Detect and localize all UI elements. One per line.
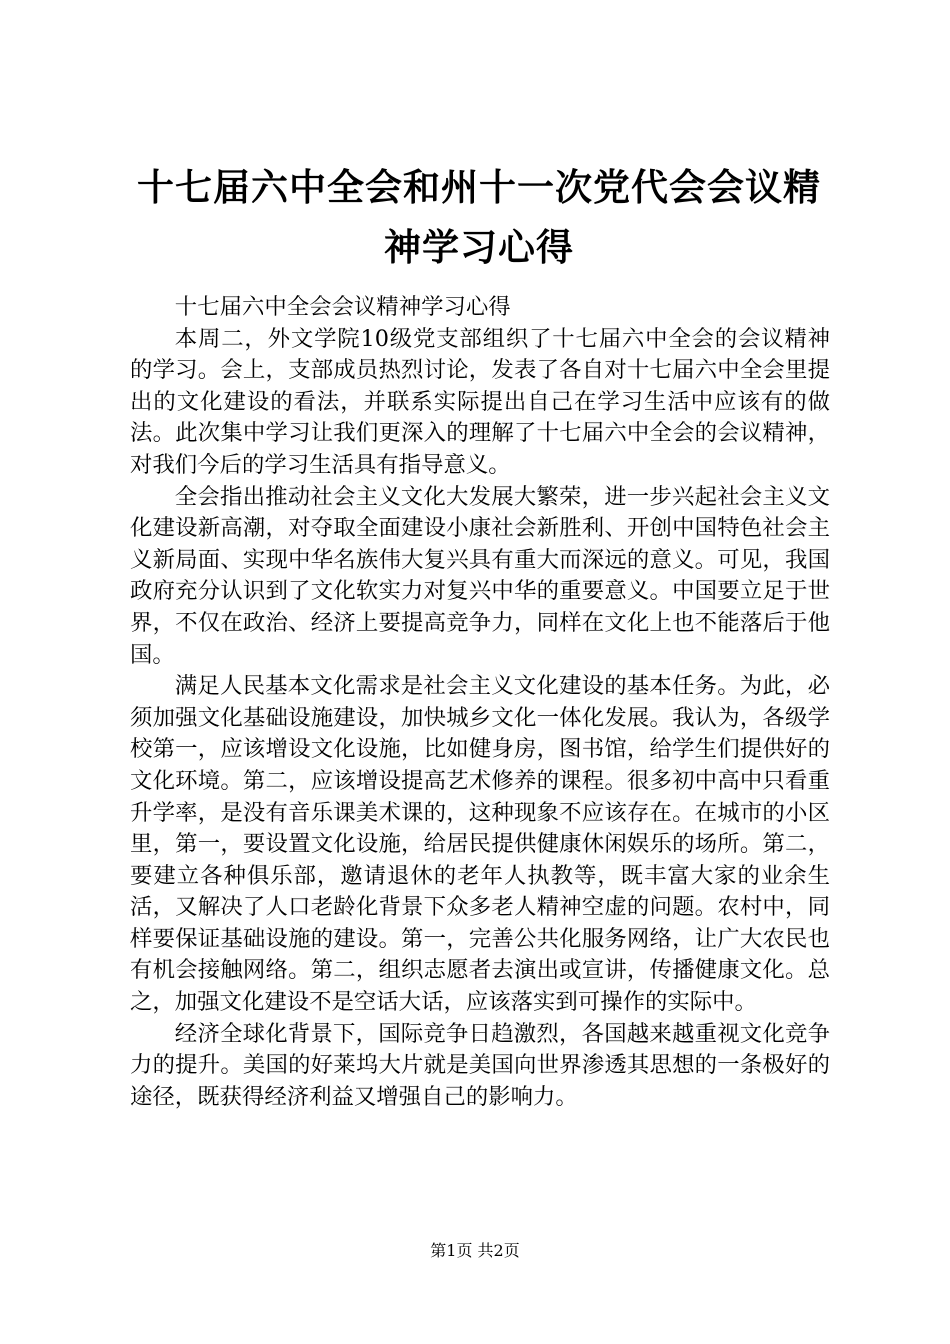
paragraph: 全会指出推动社会主义文化大发展大繁荣，进一步兴起社会主义文化建设新高潮，对夺取全面建设小康社会新胜利、开创中国特色社会主义新局面、实现中华名族伟大复兴具有重大而深远的意义。可见，我国政府充分认识到了文化软实力对复兴中华的重要意义。中国要立足于世界，不仅在政治、经济上要提高竞争力，同样在文化上也不能落后于他国。: [130, 483, 830, 668]
page-number-footer: 第1页 共2页: [430, 1241, 520, 1260]
document-body: [130, 292, 830, 1113]
paragraph: 本周二，外文学院10级党支部组织了十七届六中全会的会议精神的学习。会上，支部成员热烈讨论，发表了各自对十七届六中全会里提出的文化建设的看法，并联系实际提出自己在学习生活中应该有的做法。此次集中学习让我们更深入的理解了十七届六中全会的会议精神，对我们今后的学习生活具有指导意义。: [130, 325, 830, 478]
document-title: 十七届六中全会和州十一次党代会会议精神学习心得: [137, 166, 821, 269]
paragraph: 满足人民基本文化需求是社会主义文化建设的基本任务。为此，必须加强文化基础设施建设，加快城乡文化一体化发展。我认为，各级学校第一，应该增设文化设施，比如健身房，图书馆，给学生们提供好的文化环境。第二，应该增设提高艺术修养的课程。很多初中高中只看重升学率，是没有音乐课美术课的，这种现象不应该存在。在城市的小区里，第一，要设置文化设施，给居民提供健康休闲娱乐的场所。第二，要建立各种俱乐部，邀请退休的老年人执教等，既丰富大家的业余生活，又解决了人口老龄化背景下众多老人精神空虚的问题。农村中，同样要保证基础设施的建设。第一，完善公共化服务网络，让广大农民也有机会接触网络。第二，组织志愿者去演出或宣讲，传播健康文化。总之，加强文化建设不是空话大话，应该落实到可操作的实际中。: [130, 673, 830, 1016]
paragraph: 经济全球化背景下，国际竞争日趋激烈，各国越来越重视文化竞争力的提升。美国的好莱坞大片就是美国向世界渗透其思想的一条极好的途径，既获得经济利益又增强自己的影响力。: [130, 1020, 830, 1110]
paragraph-subtitle: 十七届六中全会会议精神学习心得: [174, 294, 511, 320]
